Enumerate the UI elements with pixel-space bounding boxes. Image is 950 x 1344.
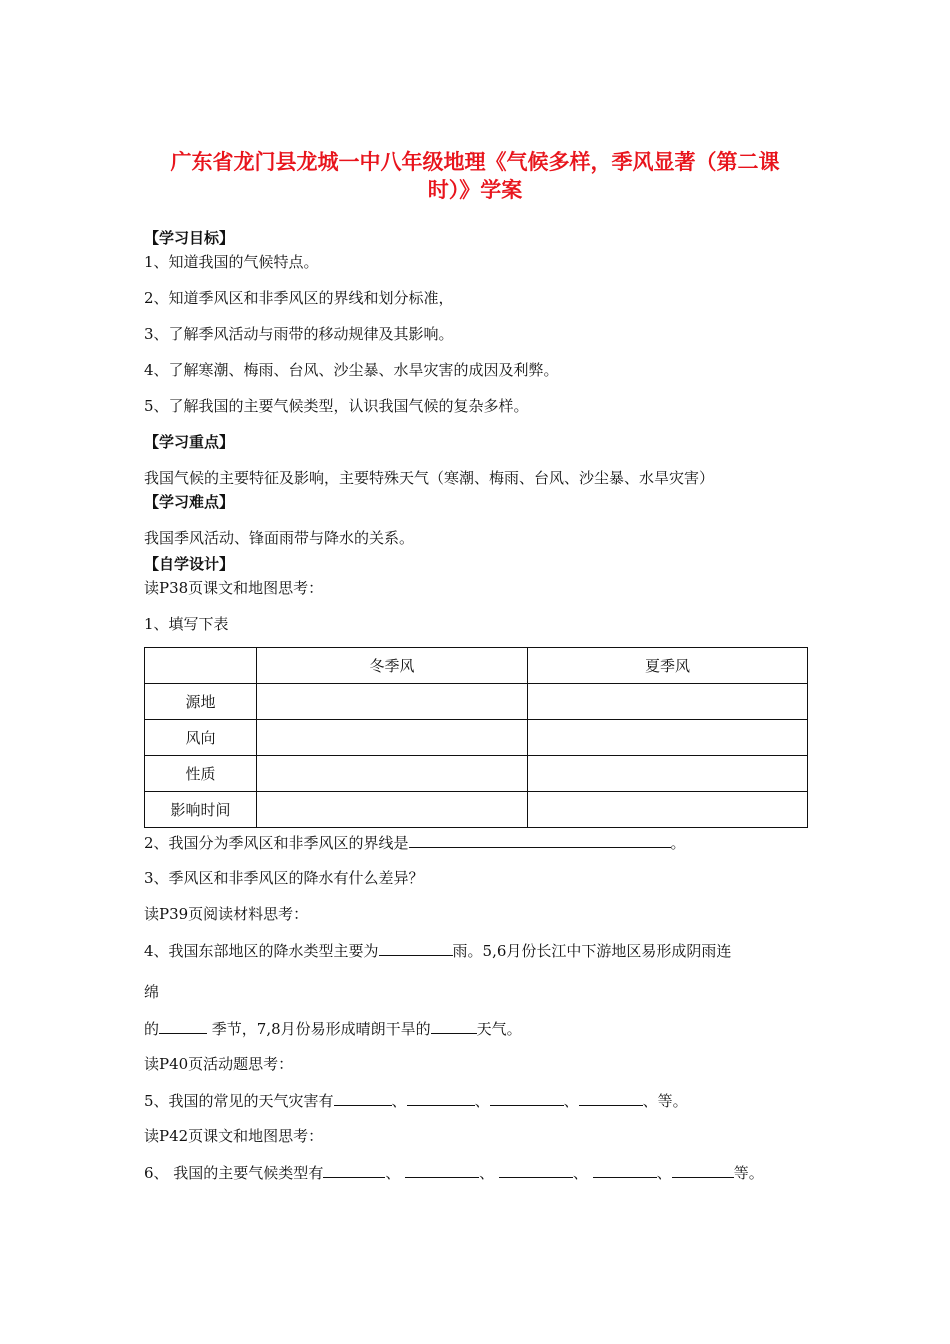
objective-item: 5、了解我国的主要气候类型，认识我国气候的复杂多样。 (144, 397, 529, 415)
answer-blank[interactable] (159, 1018, 207, 1034)
table-row (145, 684, 808, 720)
self-study-heading: 【自学设计】 (144, 555, 235, 573)
answer-blank[interactable] (409, 832, 671, 848)
difficulties-heading: 【学习难点】 (144, 493, 235, 511)
reading-instruction: 读P42页课文和地图思考： (144, 1127, 324, 1145)
answer-cell-summer[interactable] (528, 792, 808, 828)
objective-item: 1、知道我国的气候特点。 (144, 253, 319, 271)
monsoon-table (144, 647, 808, 828)
objective-item: 3、了解季风活动与雨带的移动规律及其影响。 (144, 325, 454, 343)
key-points-heading: 【学习重点】 (144, 433, 235, 451)
answer-cell-winter[interactable] (257, 756, 528, 792)
reading-instruction: 读P38页课文和地图思考： (144, 579, 324, 597)
table-row (145, 756, 808, 792)
answer-cell-winter[interactable] (257, 720, 528, 756)
answer-blank[interactable] (323, 1162, 385, 1178)
question-4-continued: 的 季节，7,8月份易形成晴朗干旱的 天气。 (144, 1020, 522, 1038)
objective-item: 2、知道季风区和非季风区的界线和划分标准， (144, 289, 454, 307)
answer-blank[interactable] (405, 1162, 479, 1178)
row-label: 影响时间 (145, 792, 257, 828)
page-title-line2: 时）》学案 (427, 178, 523, 202)
difficulties-text: 我国季风活动、锋面雨带与降水的关系。 (144, 529, 415, 547)
answer-blank[interactable] (431, 1018, 477, 1034)
reading-instruction: 读P40页活动题思考： (144, 1055, 294, 1073)
answer-blank[interactable] (407, 1090, 475, 1106)
answer-blank[interactable] (579, 1090, 643, 1106)
table-header-row (145, 648, 808, 684)
table-header-cell: 冬季风 (257, 648, 528, 684)
answer-blank[interactable] (593, 1162, 657, 1178)
reading-instruction: 读P39页阅读材料思考： (144, 905, 309, 923)
answer-blank[interactable] (499, 1162, 573, 1178)
row-label: 风向 (145, 720, 257, 756)
key-points-text: 我国气候的主要特征及影响，主要特殊天气（寒潮、梅雨、台风、沙尘暴、水旱灾害） (144, 469, 715, 487)
objective-item: 4、了解寒潮、梅雨、台风、沙尘暴、水旱灾害的成因及利弊。 (144, 361, 559, 379)
question-1: 1、填写下表 (144, 615, 229, 633)
objectives-heading: 【学习目标】 (144, 229, 235, 247)
question-4: 4、我国东部地区的降水类型主要为 雨。5,6月份长江中下游地区易形成阴雨连 (144, 942, 732, 960)
answer-cell-winter[interactable] (257, 684, 528, 720)
row-label: 源地 (145, 684, 257, 720)
question-6: 6、 我国的主要气候类型有 、 、 、 、 等。 (144, 1164, 764, 1182)
question-4-wrap: 绵 (144, 983, 160, 1001)
answer-blank[interactable] (672, 1162, 734, 1178)
answer-blank[interactable] (334, 1090, 392, 1106)
answer-blank[interactable] (490, 1090, 564, 1106)
table-row (145, 792, 808, 828)
question-2: 2、我国分为季风区和非季风区的界线是 。 (144, 834, 686, 852)
answer-cell-summer[interactable] (528, 720, 808, 756)
question-5: 5、我国的常见的天气灾害有 、 、 、 、等。 (144, 1092, 688, 1110)
table-header-cell (145, 648, 257, 684)
answer-blank[interactable] (379, 940, 453, 956)
answer-cell-summer[interactable] (528, 684, 808, 720)
row-label: 性质 (145, 756, 257, 792)
page-title-line1: 广东省龙门县龙城一中八年级地理《气候多样，季风显著（第二课 (170, 150, 780, 174)
table-header-cell: 夏季风 (528, 648, 808, 684)
question-3: 3、季风区和非季风区的降水有什么差异？ (144, 869, 424, 887)
answer-cell-summer[interactable] (528, 756, 808, 792)
answer-cell-winter[interactable] (257, 792, 528, 828)
table-row (145, 720, 808, 756)
